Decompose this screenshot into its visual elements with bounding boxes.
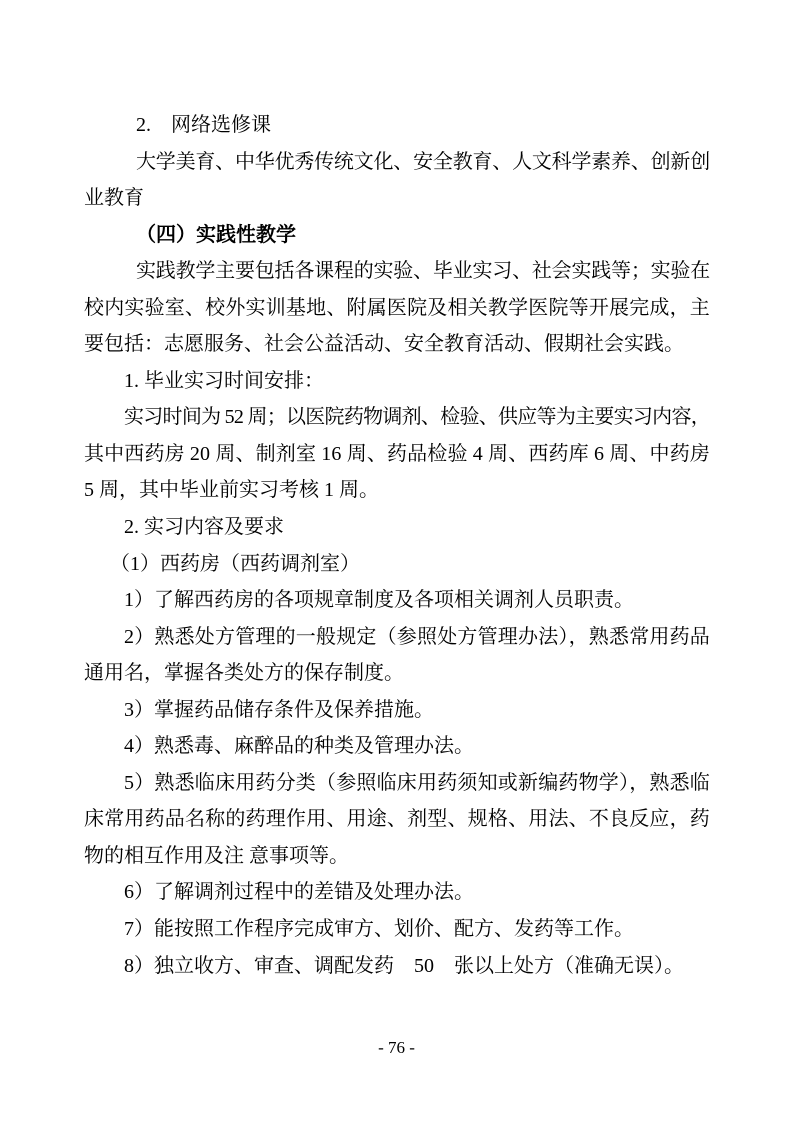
text-line xyxy=(84,363,710,400)
line-text: 5 周，其中毕业前实习考核 1 周。 xyxy=(84,479,379,502)
text-line xyxy=(84,546,710,583)
line-text: 4）熟悉毒、麻醉品的种类及管理办法。 xyxy=(124,735,474,758)
line-text: 1. 毕业实习时间安排： xyxy=(124,369,324,392)
line-text: 业教育 xyxy=(84,187,144,210)
text-line xyxy=(84,326,710,363)
text-line xyxy=(84,765,710,802)
line-text: 其中西药房 20 周、制剂室 16 周、药品检验 4 周、西药库 6 周、中药房 xyxy=(84,442,710,465)
page-number: - 76 - xyxy=(378,1038,415,1057)
line-text: 2）熟悉处方管理的一般规定（参照处方管理办法），熟悉常用药品 xyxy=(124,625,710,648)
line-text: 2. 网络选修课 xyxy=(136,114,271,136)
line-text: 6）了解调剂过程中的差错及处理办法。 xyxy=(124,881,474,904)
text-line xyxy=(84,728,710,765)
text-block xyxy=(84,107,710,984)
text-line xyxy=(84,180,710,217)
line-text: 通用名，掌握各类处方的保存制度。 xyxy=(84,662,404,685)
line-text: 物的相互作用及注 意事项等。 xyxy=(84,844,349,867)
text-line xyxy=(84,290,710,327)
line-text: 校内实验室、校外实训基地、附属医院及相关教学医院等开展完成，主 xyxy=(84,296,710,319)
line-text: 床常用药品名称的药理作用、用途、剂型、规格、用法、不良反应，药 xyxy=(84,808,710,831)
text-line xyxy=(84,911,710,948)
line-text: 2. 实习内容及要求 xyxy=(124,516,284,539)
text-line xyxy=(84,692,710,729)
line-text: 1）了解西药房的各项规章制度及各项相关调剂人员职责。 xyxy=(124,589,634,612)
text-line xyxy=(84,399,710,436)
section-heading xyxy=(84,217,710,254)
line-text: （1）西药房（西药调剂室） xyxy=(110,552,360,575)
line-text: 要包括：志愿服务、社会公益活动、安全教育活动、假期社会实践。 xyxy=(84,333,684,356)
line-text: 8）独立收方、审查、调配发药 50 张以上处方（准确无误）。 xyxy=(124,954,684,977)
text-line xyxy=(84,107,710,144)
text-line xyxy=(84,509,710,546)
text-line xyxy=(84,144,710,181)
text-line xyxy=(84,838,710,875)
line-text: （四）实践性教学 xyxy=(136,223,296,246)
text-line xyxy=(84,472,710,509)
line-text: 大学美育、中华优秀传统文化、安全教育、人文科学素养、创新创 xyxy=(136,150,710,173)
text-line xyxy=(84,436,710,473)
text-line xyxy=(84,874,710,911)
text-line xyxy=(84,582,710,619)
line-text: 7）能按照工作程序完成审方、划价、配方、发药等工作。 xyxy=(124,918,634,941)
line-text: 实习时间为 52 周；以医院药物调剂、检验、供应等为主要实习内容， xyxy=(124,406,710,429)
line-text: 3）掌握药品储存条件及保养措施。 xyxy=(124,698,434,721)
line-text: 实践教学主要包括各课程的实验、毕业实习、社会实践等；实验在 xyxy=(136,260,710,283)
text-line xyxy=(84,253,710,290)
text-line xyxy=(84,619,710,656)
line-text: 5）熟悉临床用药分类（参照临床用药须知或新编药物学），熟悉临 xyxy=(124,771,710,794)
text-line xyxy=(84,801,710,838)
text-line xyxy=(84,948,710,985)
text-line xyxy=(84,655,710,692)
